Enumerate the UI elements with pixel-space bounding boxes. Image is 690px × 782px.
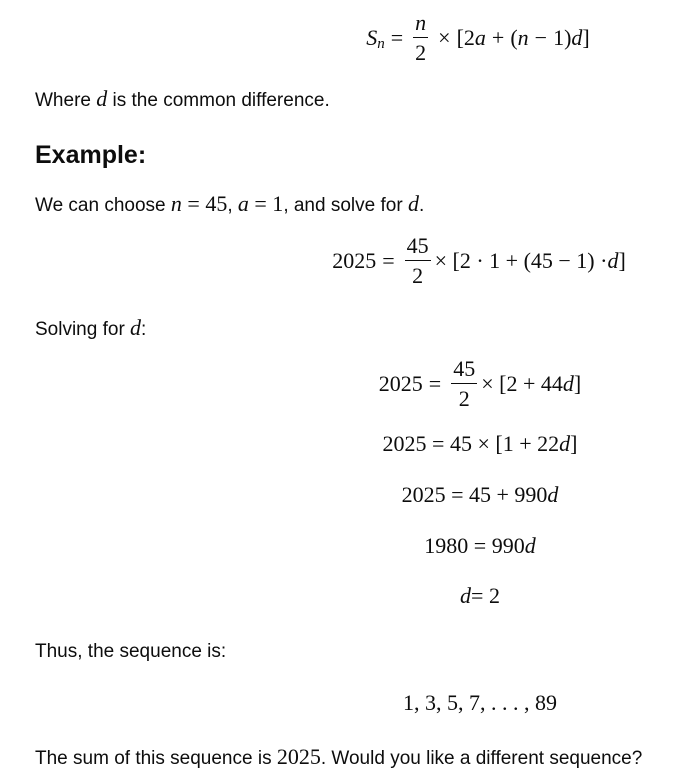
step1-fraction — [451, 358, 477, 410]
step1-frac-num: 45 — [451, 358, 477, 384]
example-rest-b: ] — [618, 248, 626, 273]
formula-frac-num: n — [413, 12, 428, 38]
example-rest-a: × [2 · 1 + (45 − 1) · — [434, 248, 608, 273]
formula-lhs-sub: n — [377, 35, 385, 52]
formula-d: d — [571, 25, 583, 50]
example-frac-num: 45 — [405, 235, 431, 261]
step2-text-b: ] — [570, 431, 578, 456]
example-fraction — [405, 235, 431, 287]
step2-text-a: 2025 = 45 × [1 + 22 — [382, 431, 560, 456]
formula-fraction — [413, 12, 428, 64]
step4-d: d — [524, 533, 536, 558]
example-heading: Example: — [35, 141, 147, 169]
step-1-equation — [135, 358, 690, 410]
formula-paren-close: ) — [564, 25, 572, 50]
choose-sep: , — [227, 195, 238, 216]
formula-n: n — [517, 25, 529, 50]
formula-one: 1 — [553, 25, 565, 50]
formula-times: × — [438, 25, 451, 50]
formula-minus: − — [534, 25, 548, 50]
formula-a: a — [474, 25, 486, 50]
step5-d: d — [460, 583, 472, 608]
where-prefix: Where — [35, 90, 97, 111]
step1-rest-b: ] — [573, 371, 582, 396]
example-equals: = — [382, 248, 395, 273]
step3-d: d — [547, 482, 559, 507]
where-suffix: is the common difference. — [107, 90, 330, 111]
choose-a-var: a — [237, 191, 249, 216]
conclusion-sentence — [35, 746, 642, 768]
step1-frac-den: 2 — [458, 386, 470, 411]
where-sentence — [35, 88, 330, 110]
step1-equals: = — [428, 371, 442, 396]
choose-n-eq: = 45 — [181, 191, 228, 216]
choose-middle: , and solve for — [283, 195, 408, 216]
step1-d: d — [562, 371, 574, 396]
formula-paren-open: ( — [510, 25, 518, 50]
step1-rest-a: × [2 + 44 — [481, 371, 563, 396]
step-3-equation — [135, 484, 690, 506]
step1-lhs: 2025 — [378, 371, 423, 396]
example-equation — [134, 235, 690, 287]
formula-lhs-var: S — [366, 25, 378, 50]
step-4-equation — [135, 535, 690, 557]
formula-bracket-close: ] — [582, 25, 590, 50]
example-d: d — [607, 248, 619, 273]
solving-suffix: : — [141, 319, 147, 340]
formula-plus: + — [491, 25, 505, 50]
solving-var: d — [130, 315, 142, 340]
step5-text-b: = 2 — [471, 583, 500, 608]
sequence-display — [135, 692, 690, 714]
conclusion-prefix: The sum of this sequence is — [35, 748, 277, 769]
step3-text-a: 2025 = 45 + 990 — [401, 482, 548, 507]
formula-equals: = — [390, 25, 404, 50]
thus-sentence: Thus, the sequence is: — [35, 641, 227, 662]
conclusion-suffix: . Would you like a different sequence? — [320, 748, 643, 769]
formula-two: 2 — [463, 25, 475, 50]
choose-a-eq: = 1 — [248, 191, 284, 216]
where-var: d — [96, 86, 108, 111]
choose-d-var: d — [407, 191, 419, 216]
sum-formula — [133, 12, 690, 64]
choose-sentence — [35, 193, 424, 215]
solving-sentence — [35, 317, 146, 339]
choose-prefix: We can choose — [35, 195, 171, 216]
choose-end: . — [418, 195, 425, 216]
formula-frac-den: 2 — [415, 40, 427, 65]
solving-prefix: Solving for — [35, 319, 131, 340]
example-lhs: 2025 — [332, 248, 377, 273]
formula-bracket-open: [ — [456, 25, 464, 50]
choose-n-var: n — [170, 191, 182, 216]
conclusion-value: 2025 — [276, 744, 321, 769]
step-5-equation — [135, 585, 690, 607]
step-2-equation — [135, 433, 690, 455]
example-frac-den: 2 — [412, 263, 424, 288]
step4-text-a: 1980 = 990 — [424, 533, 525, 558]
step2-d: d — [559, 431, 571, 456]
sequence-values: 1, 3, 5, 7, . . . , 89 — [403, 690, 557, 715]
